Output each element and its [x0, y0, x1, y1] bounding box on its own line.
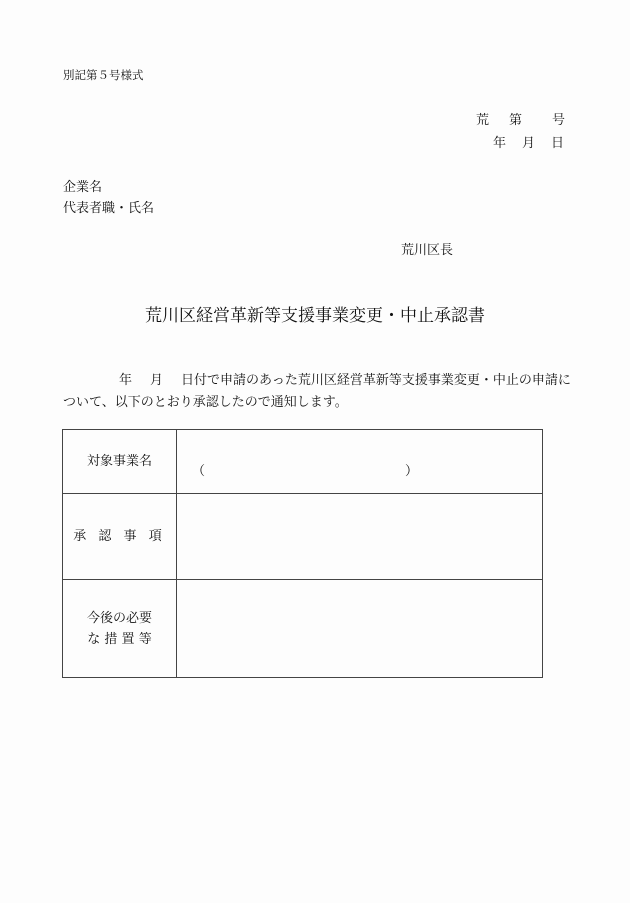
target-project-label: 対象事業名: [63, 430, 177, 494]
company-name-label: 企業名: [63, 180, 103, 195]
table-row: [63, 580, 543, 678]
target-project-value: [177, 430, 543, 494]
date-month: 月: [522, 136, 536, 151]
table-row: [63, 494, 543, 580]
issue-date: [493, 132, 564, 151]
future-measures-label: [63, 580, 177, 678]
reference-number: [476, 109, 565, 128]
body-month: 月: [150, 373, 164, 388]
paren-open: （: [192, 464, 206, 479]
future-measures-label-line1: 今後の必要: [86, 610, 152, 626]
date-day: 日: [551, 136, 565, 151]
future-measures-value: [177, 580, 543, 678]
representative-label: 代表者職・氏名: [63, 201, 155, 216]
issuer-name: 荒川区長: [401, 243, 454, 258]
approved-items-label: 承 認 事 項: [63, 494, 177, 580]
reference-prefix: 荒: [476, 113, 490, 128]
date-year: 年: [493, 136, 507, 151]
form-number: 別記第５号様式: [63, 68, 144, 82]
approved-items-value: [177, 494, 543, 580]
paren-close: ）: [404, 464, 418, 479]
body-sentence: 日付で申請のあった荒川区経営革新等支援事業変更・中止の申請について、以下のとおり承認したので通知します。: [63, 373, 571, 410]
approval-table: [62, 429, 543, 678]
reference-suffix: 号: [552, 113, 566, 128]
table-row: [63, 430, 543, 494]
notice-body: [63, 370, 578, 414]
reference-dai: 第: [509, 113, 523, 128]
future-measures-label-line2: な 措 置 等: [87, 631, 152, 647]
body-year: 年: [119, 373, 133, 388]
document-title: 荒川区経営革新等支援事業変更・中止承認書: [145, 306, 485, 326]
